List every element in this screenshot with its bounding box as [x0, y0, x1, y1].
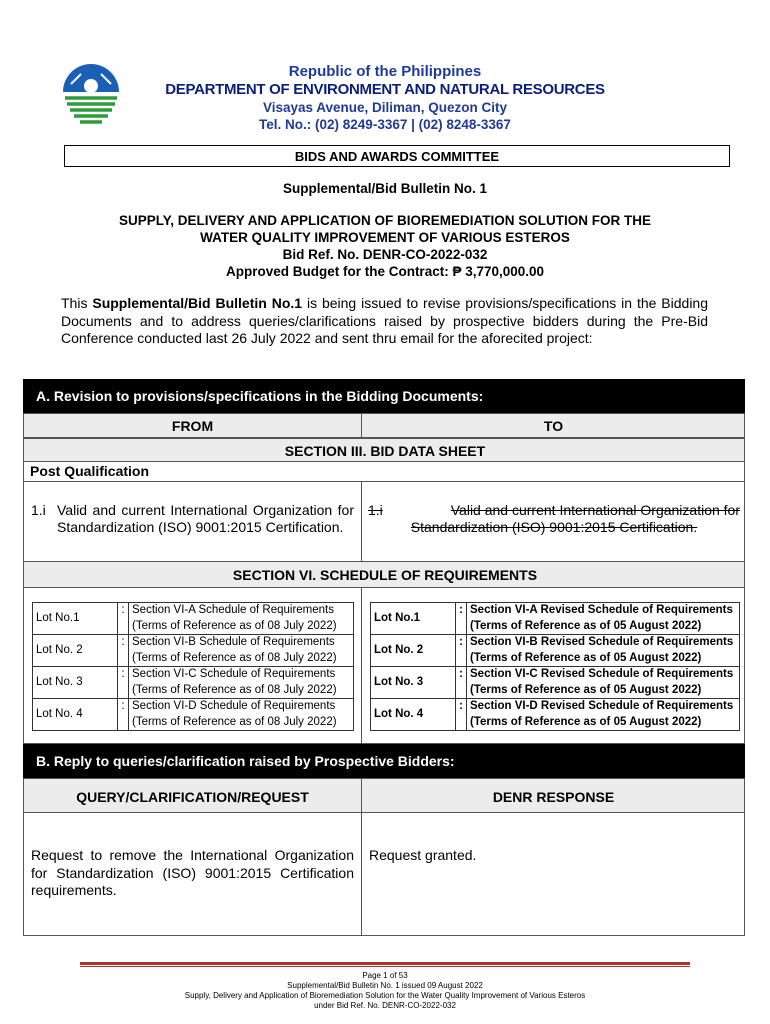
- lot-label: Lot No. 3: [33, 667, 118, 699]
- column-divider: [361, 482, 362, 561]
- query-response-row: [23, 813, 745, 936]
- colon-separator: :: [456, 667, 467, 699]
- lot-description: Section VI-A Schedule of Requirements (Terms of Reference as of 08 July 2022): [129, 603, 354, 635]
- schedule-heading: SECTION VI. SCHEDULE OF REQUIREMENTS: [232, 567, 538, 583]
- table-row: [371, 603, 740, 635]
- footer-rule: [80, 962, 690, 965]
- bid-reference: Bid Ref. No. DENR-CO-2022-032: [282, 247, 488, 262]
- page-number: Page 1 of 53: [362, 971, 408, 980]
- post-qualification-label: Post Qualification: [30, 463, 150, 479]
- telephone-line: Tel. No.: (02) 8249-3367 | (02) 8248-3367: [259, 117, 511, 132]
- address-line: Visayas Avenue, Diliman, Quezon City: [262, 100, 508, 115]
- lot-label: Lot No. 2: [33, 635, 118, 667]
- colon-separator: :: [456, 635, 467, 667]
- from-to-header-row: [23, 413, 745, 438]
- approved-budget: Approved Budget for the Contract: ₱ 3,770,000.00: [225, 264, 545, 279]
- iso-requirement-row: [23, 482, 745, 562]
- table-row: [33, 667, 354, 699]
- lot-description: Section VI-D Revised Schedule of Requirements (Terms of Reference as of 05 August 2022): [467, 699, 740, 731]
- lot-label: Lot No. 3: [371, 667, 456, 699]
- from-item-text: Valid and current International Organization for Standardization (ISO) 9001:2015 Certification.: [57, 502, 354, 535]
- response-column-header: DENR RESPONSE: [492, 789, 615, 805]
- from-item-number: 1.i: [31, 502, 46, 518]
- republic-heading: Republic of the Philippines: [288, 63, 482, 80]
- lot-description: Section VI-C Schedule of Requirements (Terms of Reference as of 08 July 2022): [129, 667, 354, 699]
- bid-data-sheet-heading: SECTION III. BID DATA SHEET: [284, 443, 486, 459]
- from-column-header: FROM: [171, 418, 214, 434]
- colon-separator: :: [118, 699, 129, 731]
- bulletin-number: Supplemental/Bid Bulletin No. 1: [282, 181, 488, 196]
- lot-label: Lot No.1: [371, 603, 456, 635]
- committee-box: BIDS AND AWARDS COMMITTEE: [64, 145, 730, 167]
- lot-description: Section VI-A Revised Schedule of Requirements (Terms of Reference as of 05 August 2022): [467, 603, 740, 635]
- footer-project-line: Supply, Delivery and Application of Bioremediation Solution for the Water Quality Improvement of Various Esteros: [184, 991, 586, 1000]
- intro-paragraph: This Supplemental/Bid Bulletin No.1 is being issued to revise provisions/specifications in the Bidding Documents and to address queries/clarifications raised by prospective bidders during the Pre-Bid Conference conducted last 26 July 2022 and sent thru email for the aforecited project:: [61, 295, 709, 346]
- bid-data-sheet-row: [23, 438, 745, 462]
- to-item-text-line1: Valid and current International Organization for: [450, 502, 740, 518]
- column-divider: [361, 813, 362, 935]
- table-row: [371, 635, 740, 667]
- lot-description: Section VI-D Schedule of Requirements (Terms of Reference as of 08 July 2022): [129, 699, 354, 731]
- lot-description: Section VI-C Revised Schedule of Requirements (Terms of Reference as of 05 August 2022): [467, 667, 740, 699]
- colon-separator: :: [118, 603, 129, 635]
- lot-label: Lot No. 4: [371, 699, 456, 731]
- section-b-header: B. Reply to queries/clarification raised by Prospective Bidders:: [23, 744, 745, 778]
- colon-separator: :: [456, 699, 467, 731]
- project-title-line2: WATER QUALITY IMPROVEMENT OF VARIOUS ESTEROS: [200, 230, 570, 245]
- colon-separator: :: [456, 603, 467, 635]
- table-row: [33, 635, 354, 667]
- footer-ref-line: under Bid Ref. No. DENR-CO-2022-032: [314, 1001, 456, 1010]
- colon-separator: :: [118, 635, 129, 667]
- to-lots-table: [370, 602, 740, 731]
- lot-label: Lot No. 2: [371, 635, 456, 667]
- response-text: Request granted.: [369, 847, 477, 863]
- section-a-header: A. Revision to provisions/specifications in the Bidding Documents:: [23, 379, 745, 413]
- to-column-header: TO: [543, 418, 564, 434]
- to-item-number: 1.i: [368, 502, 383, 518]
- project-title-line1: SUPPLY, DELIVERY AND APPLICATION OF BIOREMEDIATION SOLUTION FOR THE: [118, 213, 652, 228]
- table-row: [371, 699, 740, 731]
- table-row: [33, 603, 354, 635]
- footer-issued-line: Supplemental/Bid Bulletin No. 1 issued 09 August 2022: [287, 981, 483, 990]
- colon-separator: :: [118, 667, 129, 699]
- department-heading: DEPARTMENT OF ENVIRONMENT AND NATURAL RESOURCES: [165, 81, 605, 98]
- lot-description: Section VI-B Revised Schedule of Requirements (Terms of Reference as of 05 August 2022): [467, 635, 740, 667]
- column-divider: [361, 588, 362, 743]
- table-row: [371, 667, 740, 699]
- from-lots-table: [32, 602, 354, 731]
- lot-label: Lot No.1: [33, 603, 118, 635]
- post-qualification-row: [23, 462, 745, 482]
- to-item-text-line2: Standardization (ISO) 9001:2015 Certification.: [410, 519, 698, 535]
- query-response-header-row: [23, 778, 745, 813]
- table-row: [33, 699, 354, 731]
- footer-rule-thin: [80, 966, 690, 967]
- lot-description: Section VI-B Schedule of Requirements (Terms of Reference as of 08 July 2022): [129, 635, 354, 667]
- lot-label: Lot No. 4: [33, 699, 118, 731]
- query-text: Request to remove the International Organization for Standardization (ISO) 9001:2015 Certification requirements.: [31, 847, 354, 898]
- schedule-lots-row: [23, 588, 745, 744]
- schedule-row: [23, 562, 745, 588]
- query-column-header: QUERY/CLARIFICATION/REQUEST: [76, 789, 309, 805]
